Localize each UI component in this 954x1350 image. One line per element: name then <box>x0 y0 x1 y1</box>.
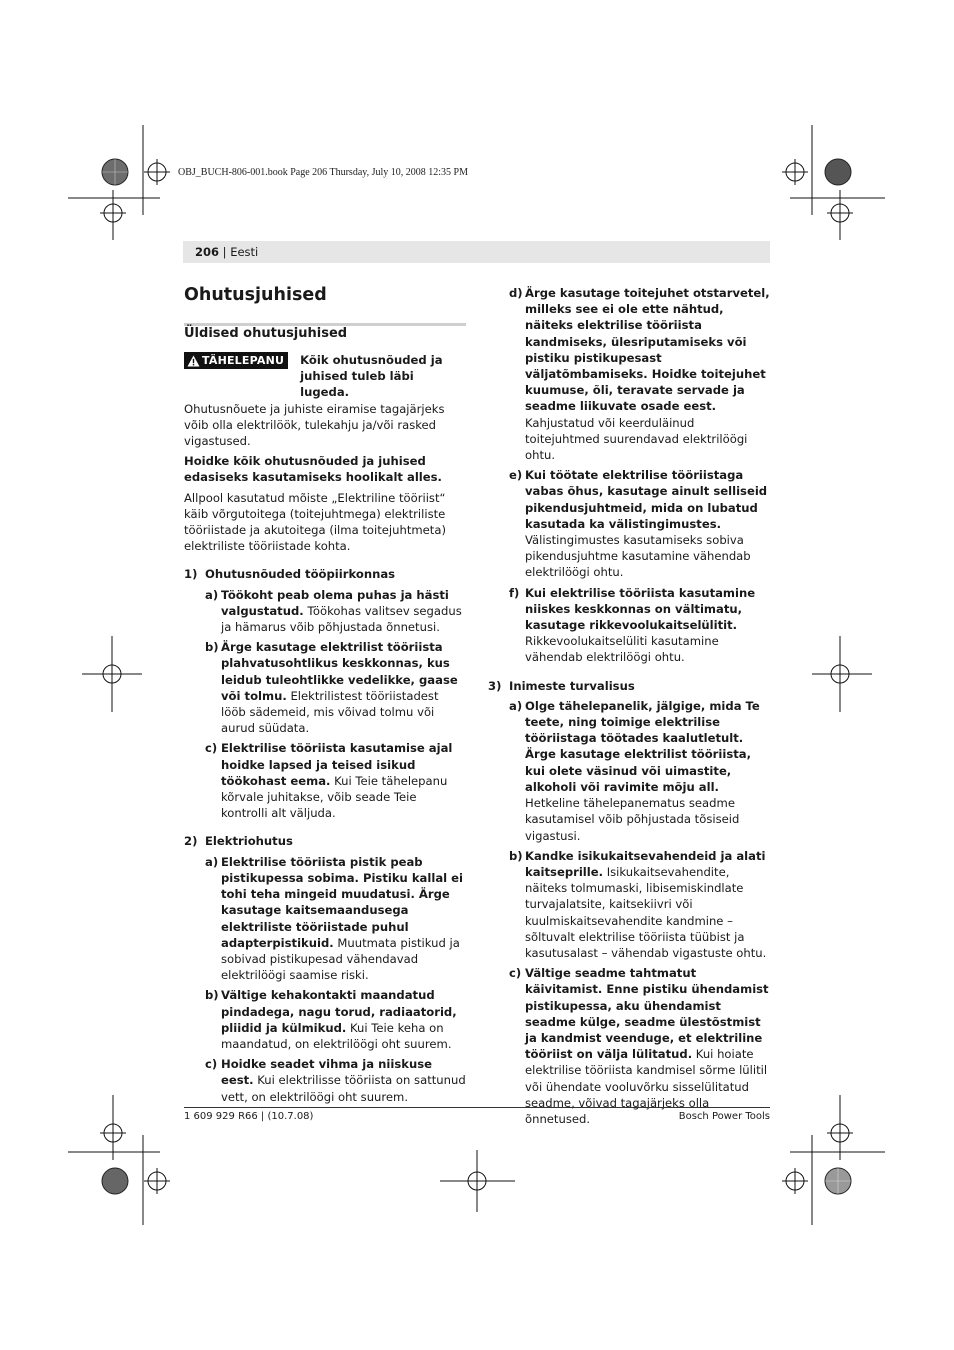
section-subtitle: Üldised ohutusjuhised <box>184 326 348 341</box>
item-bold-text: Vältige kehakontakti maandatud pindadega, nagu torud, radiaatorid, pliidid ja külmikud. <box>221 988 457 1035</box>
page-number: 206 <box>195 245 220 259</box>
section-heading <box>488 678 772 694</box>
section-number: 2) <box>184 834 198 849</box>
item-text: Kui elektrilisse tööriista on sattunud vett, on elektrilöögi oht suurem. <box>221 1073 466 1104</box>
section-title: Inimeste turvalisus <box>509 678 635 693</box>
item-label: e) <box>509 468 523 483</box>
item-bold-text: Kandke isikukaitsevahendeid ja alati kaitseprille. <box>525 848 766 879</box>
list-item <box>488 698 772 844</box>
item-label: c) <box>205 741 218 756</box>
intro-text: Allpool kasutatud mõiste „Elektriline tööriist“ käib võrgutoitega (toitejuhtmega) elektriliste tööriistade ja akutoitega (ilma toitejuhtmeta) elektriliste tööriistade kohta. <box>184 490 446 554</box>
item-bold-text: Kui elektrilise tööriista kasutamine niiskes keskkonnas on vältimatu, kasutage rikkevoolukaitselülitit. <box>525 585 756 633</box>
item-label: f) <box>509 585 520 600</box>
item-bold-text: Ärge kasutage toitejuhet otstarvetel, milleks see ei ole ette nähtud, näiteks elektrilise tööriista kandmiseks, ülesriputamiseks või pistiku pistikupesast väljatõmbamiseks. Hoidke toitejuhet kuumuse, õli, teravate servade ja seadme liikuvate osade eest. <box>525 286 770 414</box>
section-title: Ohutusnõuded tööpiirkonnas <box>205 567 396 582</box>
keep-note: Hoidke kõik ohutusnõuded ja juhised edasiseks kasutamiseks hoolikalt alles. <box>184 454 442 485</box>
item-label: b) <box>509 848 523 863</box>
section-title: Elektriohutus <box>205 834 293 849</box>
item-text: Kui Teie keha on maandatud, on elektrilöögi oht suurem. <box>221 1020 452 1051</box>
item-bold-text: Olge tähelepanelik, jälgige, mida Te teete, ning toimige elektrilise tööriistaga töötades kaalutletult. Ärge kasutage elektrilist tööriista, kui olete väsinud või uimastite, alkoholi või ravimite mõju all. <box>525 698 760 794</box>
item-text: Rikkevoolukaitselüliti kasutamine vähendab elektrilöögi ohtu. <box>525 634 719 665</box>
item-bold-text: Ärge kasutage elektrilist tööriista plahvatusohtlikus keskkonnas, kus leidub tuleohtlikke vedelikke, gaase või tolmu. <box>221 640 458 703</box>
item-label: a) <box>205 587 219 602</box>
footer-brand: Bosch Power Tools <box>678 1111 770 1122</box>
print-info-line: OBJ_BUCH-806-001.book Page 206 Thursday, July 10, 2008 12:35 PM <box>178 167 469 178</box>
item-text: Elektrilistest tööriistadest lööb sädemeid, mis võivad tolmu või aurud süüdata. <box>221 688 439 736</box>
warning-text: Ohutusnõuete ja juhiste eiramise tagajärjeks võib olla elektrilöök, tulekahju ja/või rasked vigastused. <box>184 401 445 449</box>
item-text: Kui Teie tähelepanu kõrvale juhitakse, võib seade Teie kontrolli alt väljuda. <box>221 773 448 821</box>
list-item <box>184 1056 466 1105</box>
item-label: c) <box>205 1057 218 1072</box>
warning-badge-label: TÄHELEPANU <box>202 354 285 367</box>
item-text: Isikukaitsevahendite, näiteks tolmumaski, libisemiskindlate turvajalatsite, kaitsekiivri või kuulmiskaitsevahendite kandmine – sõltuvalt elektrilise tööriista tüübist ja kasutusalast – vähendab vigastuste ohtu. <box>525 864 767 960</box>
list-item <box>184 587 466 636</box>
item-text: Hetkeline tähelepanematus seadme kasutamisel võib põhjustada tõsiseid vigastusi. <box>525 796 740 843</box>
list-item <box>184 740 466 821</box>
section-heading <box>184 833 466 849</box>
item-text: Välistingimustes kasutamiseks sobiva pikendusjuhtme kasutamine vähendab elektrilöögi ohtu. <box>525 533 751 580</box>
list-item <box>488 467 772 580</box>
list-item <box>488 585 772 666</box>
item-text: Muutmata pistikud ja sobivad pistikupesad vähendavad elektrilöögi saamise riski. <box>221 935 460 983</box>
list-item <box>488 848 772 961</box>
list-item <box>488 285 772 463</box>
list-item <box>184 854 466 984</box>
list-item <box>184 987 466 1052</box>
item-bold-text: Kui töötate elektrilise tööriistaga vabas õhus, kasutage ainult selliseid pikendusjuhtmeid, mida on lubatud kasutada ka välistingimustes. <box>525 468 768 531</box>
warning-lead: Kõik ohutusnõuded ja juhised tuleb läbi lugeda. <box>300 353 443 400</box>
item-bold-text: Elektrilise tööriista kasutamise ajal hoidke lapsed ja teised isikud töökohast eema. <box>221 741 453 788</box>
left-column <box>184 283 466 1109</box>
section-number: 3) <box>488 678 502 693</box>
item-text: Töökohas valitsev segadus ja hämarus võib põhjustada õnnetusi. <box>221 603 462 635</box>
item-label: d) <box>509 286 523 300</box>
warning-badge <box>184 352 288 369</box>
item-bold-text: Elektrilise tööriista pistik peab pistikupessa sobima. Pistiku kallal ei tohi teha mingeid muudatusi. Ärge kasutage kaitsemaandusega elektriliste tööriistade puhul adapterpistikuid. <box>221 854 464 950</box>
page-title: Ohutusjuhised <box>184 285 327 305</box>
item-label: a) <box>205 854 219 869</box>
list-item <box>184 639 466 736</box>
item-label: a) <box>509 698 523 713</box>
right-column <box>488 285 772 1131</box>
item-bold-text: Töökoht peab olema puhas ja hästi valgustatud. <box>221 587 449 618</box>
header-separator: | <box>219 245 231 259</box>
warning-triangle-icon <box>187 355 200 367</box>
footer-doc-number: 1 609 929 R66 | (10.7.08) <box>184 1111 314 1122</box>
header-language: Eesti <box>230 245 259 259</box>
item-bold-text: Vältige seadme tahtmatut käivitamist. Enne pistiku ühendamist pistikupessa, aku ühendamist seadme külge, seadme ülestõstmist ja kandmist veenduge, et elektriline tööriist on välja lülitatud. <box>525 966 769 1062</box>
item-text: Kahjustatud või keerduläinud toitejuhtmed suurendavad elektrilöögi ohtu. <box>525 415 748 463</box>
item-label: b) <box>205 988 219 1003</box>
item-label: c) <box>509 966 522 981</box>
page-header <box>183 241 770 263</box>
list-item <box>488 965 772 1127</box>
item-text: Kui hoiate elektrilise tööriista kandmisel sõrme lülitil või ühendate vooluvõrku sisselülitatud seadme, võivad tagajärjeks olla õnnetused. <box>525 1047 768 1126</box>
page-footer <box>184 1107 770 1122</box>
warning-block <box>184 352 466 401</box>
section-number: 1) <box>184 567 198 582</box>
item-label: b) <box>205 640 219 655</box>
item-bold-text: Hoidke seadet vihma ja niiskuse eest. <box>221 1057 432 1088</box>
section-heading <box>184 566 466 582</box>
